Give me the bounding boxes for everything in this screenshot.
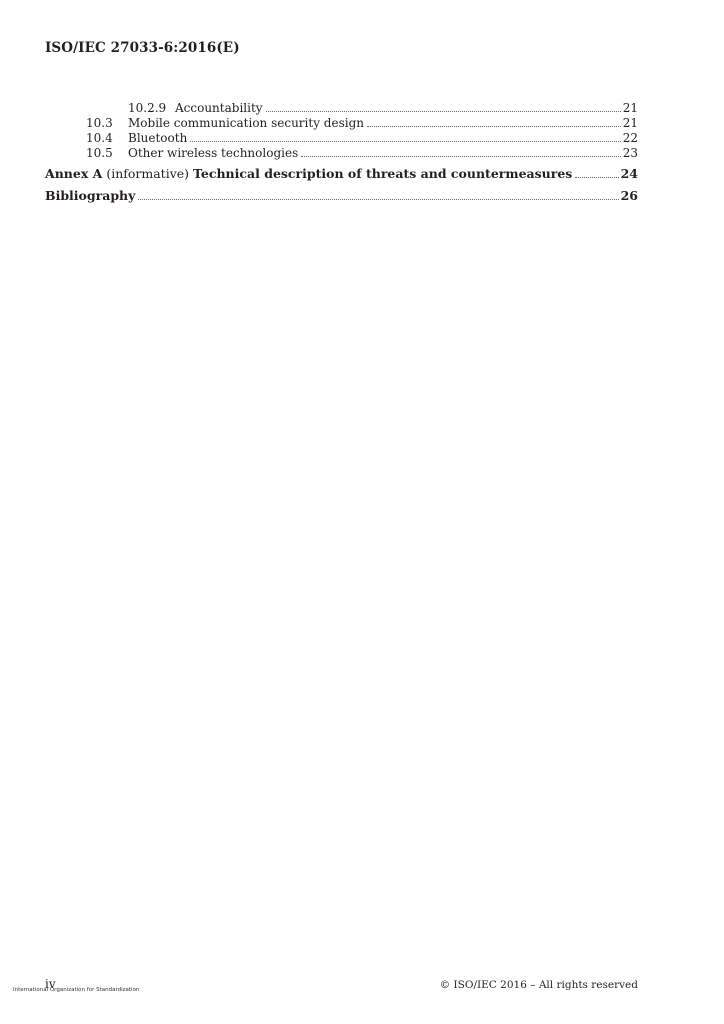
toc-entry-page: 21 [622, 101, 638, 115]
annex-label: Annex A [45, 166, 103, 181]
toc-entry-number: 10.3 [86, 116, 113, 130]
toc-entry-page: 26 [620, 188, 638, 203]
toc-entry-title: Other wireless technologies [128, 146, 299, 160]
toc-entry-page: 23 [622, 146, 638, 160]
toc-entry-title: Bluetooth [128, 131, 188, 145]
toc-entry-10-3[interactable] [45, 116, 638, 131]
toc-entry-number: 10.5 [86, 146, 113, 160]
toc-entry-title: Mobile communication security design [128, 116, 364, 130]
toc-entry-page: 22 [622, 131, 638, 145]
toc-dot-leader [301, 156, 620, 157]
toc-entry-10-2-9[interactable] [45, 101, 638, 116]
table-of-contents [45, 101, 638, 207]
toc-entry-number: 10.4 [86, 131, 113, 145]
annex-informative-tag: (informative) [106, 166, 190, 181]
footer-organization: International Organization for Standardization [13, 987, 140, 993]
toc-dot-leader [367, 126, 621, 127]
footer-page-number: iv [45, 977, 56, 991]
bibliography-title: Bibliography [45, 188, 136, 203]
document-id-header: ISO/IEC 27033-6:2016(E) [45, 40, 240, 56]
annex-title: Technical description of threats and countermeasures [193, 166, 573, 181]
toc-entry-10-4[interactable] [45, 131, 638, 146]
toc-dot-leader [138, 199, 618, 200]
toc-entry-title: Accountability [175, 101, 263, 115]
footer-copyright: © ISO/IEC 2016 – All rights reserved [439, 979, 638, 991]
toc-entry-page: 24 [620, 166, 638, 181]
toc-entry-10-5[interactable] [45, 146, 638, 161]
toc-entry-bibliography[interactable] [45, 185, 638, 207]
toc-dot-leader [575, 177, 618, 178]
toc-entry-annex-a[interactable] [45, 163, 638, 185]
toc-dot-leader [190, 141, 620, 142]
toc-entry-page: 21 [622, 116, 638, 130]
toc-entry-number: 10.2.9 [128, 101, 167, 115]
toc-dot-leader [266, 111, 621, 112]
